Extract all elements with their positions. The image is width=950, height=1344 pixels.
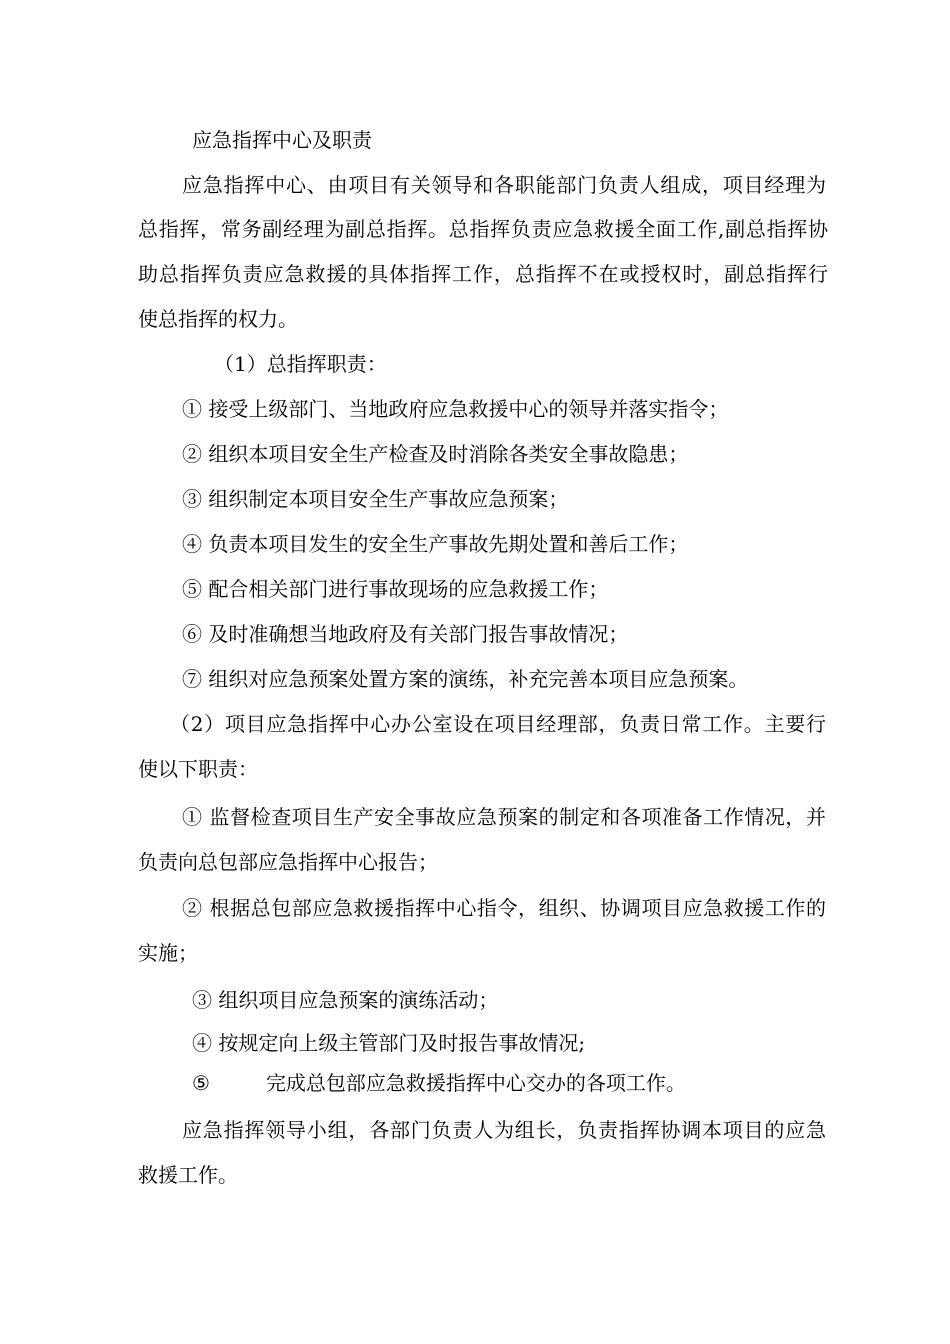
list-item: ⑦ 组织对应急预案处置方案的演练，补充完善本项目应急预案。: [182, 667, 749, 691]
list-marker: ⑤: [192, 1071, 210, 1095]
subsection-title: （1）总指挥职责：: [214, 352, 387, 376]
paragraph-line: 使以下职责：: [138, 757, 258, 781]
list-item: ⑤ 配合相关部门进行事故现场的应急救援工作；: [182, 577, 609, 601]
paragraph-line: 救援工作。: [138, 1163, 238, 1187]
list-item: ② 根据总包部应急救援指挥中心指令，组织、协调项目应急救援工作的: [182, 896, 826, 920]
list-item: ③ 组织制定本项目安全生产事故应急预案；: [182, 487, 569, 511]
paragraph-line: 应急指挥中心、由项目有关领导和各职能部门负责人组成，项目经理为: [182, 173, 826, 197]
list-item: ③ 组织项目应急预案的演练活动；: [192, 988, 499, 1012]
paragraph-line: 应急指挥领导小组，各部门负责人为组长，负责指挥协调本项目的应急: [182, 1118, 826, 1142]
list-item: ① 接受上级部门、当地政府应急救援中心的领导并落实指令；: [182, 397, 729, 421]
list-item: ⑥ 及时准确想当地政府及有关部门报告事故情况；: [182, 622, 629, 646]
list-item-continuation: 负责向总包部应急指挥中心报告；: [138, 850, 438, 874]
paragraph-line: 助总指挥负责应急救援的具体指挥工作，总指挥不在或授权时，副总指挥行: [138, 262, 828, 286]
section-heading: 应急指挥中心及职责: [192, 128, 372, 152]
paragraph-line: 总指挥，常务副经理为副总指挥。总指挥负责应急救援全面工作,副总指挥协: [138, 217, 828, 241]
list-item: ① 监督检查项目生产安全事故应急预案的制定和各项准备工作情况，并: [182, 805, 826, 829]
list-item: ④ 负责本项目发生的安全生产事故先期处置和善后工作；: [182, 532, 689, 556]
list-item: ② 组织本项目安全生产检查及时消除各类安全事故隐患；: [182, 442, 689, 466]
paragraph-line: 使总指挥的权力。: [138, 307, 298, 331]
subsection-title: （2）项目应急指挥中心办公室设在项目经理部，负责日常工作。主要行: [170, 712, 826, 736]
list-item: ④ 按规定向上级主管部门及时报告事故情况;: [192, 1031, 586, 1055]
list-item-continuation: 实施；: [138, 941, 198, 965]
list-item: [192, 1068, 882, 1098]
list-item-text: 完成总包部应急救援指挥中心交办的各项工作。: [265, 1071, 686, 1095]
